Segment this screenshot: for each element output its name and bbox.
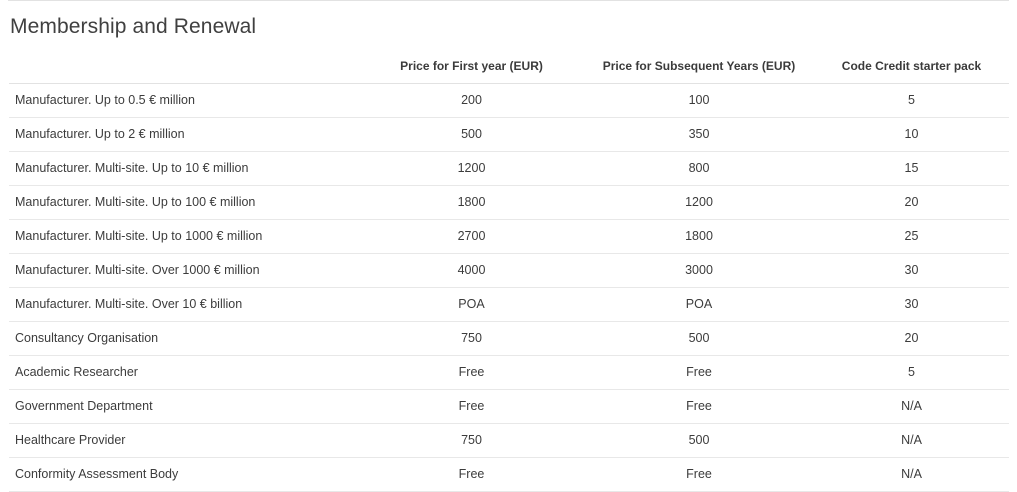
table-row [9, 152, 1009, 186]
page-title: Membership and Renewal [10, 15, 257, 38]
cell-description: Academic Researcher [9, 356, 359, 390]
column-header-code-credit: Code Credit starter pack [814, 53, 1009, 84]
cell-code-credit: N/A [814, 424, 1009, 458]
cell-subsequent-years: Free [584, 356, 814, 390]
cell-code-credit: 30 [814, 254, 1009, 288]
table-row [9, 118, 1009, 152]
cell-code-credit: 30 [814, 288, 1009, 322]
table-row [9, 254, 1009, 288]
cell-first-year: 200 [359, 84, 584, 118]
table-row [9, 288, 1009, 322]
cell-description: Healthcare Provider [9, 424, 359, 458]
cell-subsequent-years: 100 [584, 84, 814, 118]
table-header-row [9, 53, 1009, 84]
cell-subsequent-years: 800 [584, 152, 814, 186]
cell-first-year: 750 [359, 322, 584, 356]
cell-subsequent-years: 3000 [584, 254, 814, 288]
cell-description: Government Department [9, 390, 359, 424]
cell-subsequent-years: 500 [584, 322, 814, 356]
cell-first-year: 4000 [359, 254, 584, 288]
cell-first-year: Free [359, 458, 584, 492]
table-row [9, 424, 1009, 458]
cell-subsequent-years: 500 [584, 424, 814, 458]
cell-first-year: 500 [359, 118, 584, 152]
cell-subsequent-years: 1800 [584, 220, 814, 254]
table-header [9, 53, 1009, 84]
cell-first-year: Free [359, 390, 584, 424]
cell-description: Conformity Assessment Body [9, 458, 359, 492]
cell-code-credit: 20 [814, 322, 1009, 356]
cell-code-credit: N/A [814, 458, 1009, 492]
cell-description: Manufacturer. Up to 0.5 € million [9, 84, 359, 118]
table-row [9, 322, 1009, 356]
cell-subsequent-years: 350 [584, 118, 814, 152]
top-divider [8, 0, 1009, 1]
cell-first-year: 1200 [359, 152, 584, 186]
cell-code-credit: 10 [814, 118, 1009, 152]
cell-code-credit: 25 [814, 220, 1009, 254]
cell-code-credit: N/A [814, 390, 1009, 424]
column-header-subsequent-years: Price for Subsequent Years (EUR) [584, 53, 814, 84]
cell-subsequent-years: Free [584, 458, 814, 492]
cell-description: Manufacturer. Multi-site. Over 1000 € million [9, 254, 359, 288]
cell-subsequent-years: Free [584, 390, 814, 424]
cell-description: Consultancy Organisation [9, 322, 359, 356]
cell-code-credit: 5 [814, 84, 1009, 118]
table-body [9, 84, 1009, 492]
cell-description: Manufacturer. Multi-site. Up to 10 € million [9, 152, 359, 186]
cell-first-year: POA [359, 288, 584, 322]
column-header-description [9, 53, 359, 84]
cell-description: Manufacturer. Up to 2 € million [9, 118, 359, 152]
cell-subsequent-years: POA [584, 288, 814, 322]
cell-code-credit: 5 [814, 356, 1009, 390]
table-row [9, 220, 1009, 254]
cell-first-year: 750 [359, 424, 584, 458]
cell-description: Manufacturer. Multi-site. Up to 1000 € million [9, 220, 359, 254]
table-row [9, 186, 1009, 220]
cell-first-year: 2700 [359, 220, 584, 254]
table-row [9, 390, 1009, 424]
table-row [9, 356, 1009, 390]
cell-subsequent-years: 1200 [584, 186, 814, 220]
cell-code-credit: 20 [814, 186, 1009, 220]
membership-pricing-table [9, 53, 1009, 492]
cell-first-year: Free [359, 356, 584, 390]
column-header-first-year: Price for First year (EUR) [359, 53, 584, 84]
cell-description: Manufacturer. Multi-site. Over 10 € billion [9, 288, 359, 322]
cell-first-year: 1800 [359, 186, 584, 220]
cell-description: Manufacturer. Multi-site. Up to 100 € million [9, 186, 359, 220]
table-row [9, 84, 1009, 118]
cell-code-credit: 15 [814, 152, 1009, 186]
